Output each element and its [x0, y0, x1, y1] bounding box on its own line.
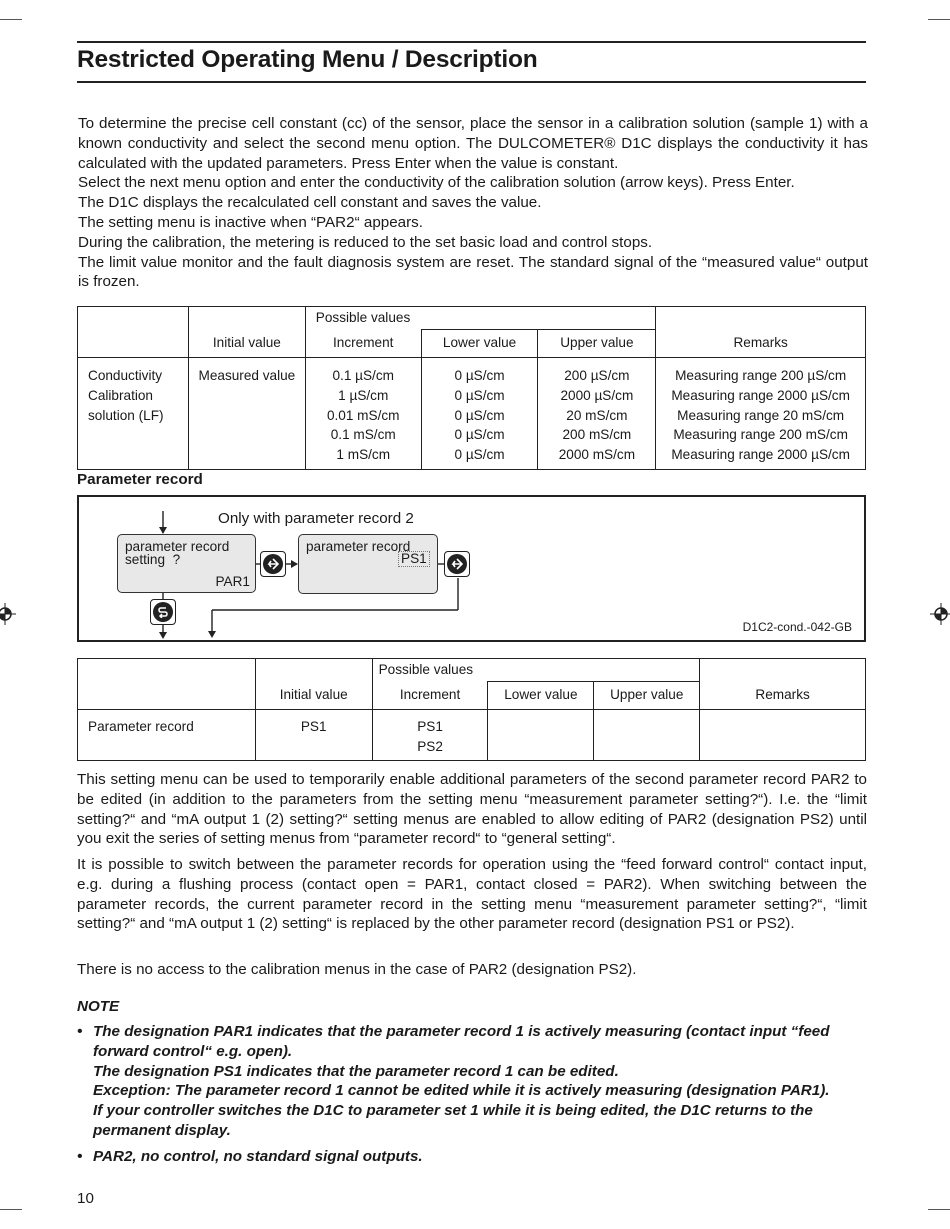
note-line: The designation PAR1 indicates that the parameter record 1 is actively measuring (contact input “feed forward control“ e.g. open).: [93, 1023, 830, 1060]
table-header-cell: Remarks: [656, 307, 866, 358]
title-rule: [77, 81, 866, 83]
table-header-cell: Possible values: [372, 659, 700, 682]
table-header-cell: Initial value: [255, 659, 372, 710]
table-cell-parameter: Parameter record: [78, 710, 256, 761]
table-cell-lower: [488, 710, 594, 761]
table-header-cell: Upper value: [594, 682, 700, 710]
page-number: 10: [77, 1190, 94, 1207]
registration-mark-icon: [930, 603, 950, 625]
enter-key-icon: [260, 551, 286, 577]
figure-code: D1C2-cond.-042-GB: [742, 620, 852, 634]
bullet: •: [77, 1147, 83, 1165]
table-header-cell: Initial value: [188, 307, 305, 358]
body-paragraph: There is no access to the calibration menus in the case of PAR2 (designation PS2).: [77, 961, 637, 978]
registration-mark-icon: [0, 603, 16, 625]
trim-mark: [0, 19, 22, 20]
diagram-caption: Only with parameter record 2: [218, 510, 414, 527]
table-cell-lower: 0 µS/cm 0 µS/cm 0 µS/cm 0 µS/cm 0 µS/cm: [421, 358, 538, 470]
page-title: Restricted Operating Menu / Description: [77, 46, 538, 73]
trim-mark: [0, 1209, 22, 1210]
display-screen-par1: [117, 534, 256, 593]
table-header-cell: Upper value: [538, 330, 656, 358]
table-header-cell: Increment: [372, 682, 488, 710]
table-header-blank: [78, 307, 189, 358]
intro-paragraph: The D1C displays the recalculated cell constant and saves the value.: [78, 194, 542, 212]
parameter-record-table: [77, 658, 866, 761]
intro-paragraph: During the calibration, the metering is reduced to the set basic load and control stops.: [78, 233, 653, 251]
table-header-cell: Increment: [305, 330, 421, 358]
table-cell-initial: PS1: [255, 710, 372, 761]
note-item: [77, 1147, 837, 1167]
intro-paragraph: To determine the precise cell constant (cc) of the sensor, place the sensor in a calibration solution (sample 1) with a known conductivity and select the second menu option. The DULCOMETER® D1C displays the conductivity it has calculated with the updated parameters. Press Enter when the value is constant.: [78, 115, 868, 172]
note-list: [77, 1022, 837, 1167]
bullet: •: [77, 1023, 83, 1040]
note-heading: NOTE: [77, 998, 120, 1015]
table-cell-remarks: [700, 710, 866, 761]
body-paragraph: This setting menu can be used to temporarily enable additional parameters of the second parameter record PAR2 to be edited (in addition to the parameters from the setting menu “measurement parameter setting?“). I.e. the “limit setting?“ and “mA output 1 (2) setting?“ setting menus are enabled to allow editing of PAR2 (designation PS2) until you exit the series of setting menus from “parameter record“ to “general setting“.: [77, 771, 867, 848]
screen-line: setting ?: [125, 552, 181, 567]
intro-paragraph: The limit value monitor and the fault diagnosis system are reset. The standard signal of the “measured value“ output is frozen.: [78, 253, 868, 291]
intro-paragraph: The setting menu is inactive when “PAR2“ appears.: [78, 213, 423, 231]
screen-tag: PAR1: [215, 574, 250, 589]
note-item: [77, 1022, 837, 1141]
enter-key-icon: [444, 551, 470, 577]
table-cell-remarks: Measuring range 200 µS/cm Measuring range 2000 µS/cm Measuring range 20 mS/cm Measuring range 200 mS/cm Measuring range 2000 µS/cm: [656, 358, 866, 470]
screen-line: parameter record: [125, 539, 230, 554]
intro-text: [78, 114, 868, 292]
parameter-record-diagram: [77, 495, 866, 642]
calibration-values-table: [77, 306, 866, 470]
note-line: PAR2, no control, no standard signal outputs.: [93, 1147, 423, 1165]
table-header-cell: Lower value: [421, 330, 538, 358]
section-heading: Parameter record: [77, 471, 203, 488]
cycle-key-icon: [150, 599, 176, 625]
table-header-cell: Remarks: [700, 659, 866, 710]
table-header-cell: Possible values: [305, 307, 655, 330]
trim-mark: [928, 19, 950, 20]
table-cell-upper: 200 µS/cm 2000 µS/cm 20 mS/cm 200 mS/cm 2000 mS/cm: [538, 358, 656, 470]
table-cell-increment: 0.1 µS/cm 1 µS/cm 0.01 mS/cm 0.1 mS/cm 1 mS/cm: [305, 358, 421, 470]
table-row: [78, 710, 866, 761]
table-cell-parameter: Conductivity Calibration solution (LF): [78, 358, 189, 470]
screen-line: parameter record: [306, 539, 411, 554]
table-cell-upper: [594, 710, 700, 761]
table-row: [78, 358, 866, 470]
table-header-cell: Lower value: [488, 682, 594, 710]
trim-mark: [928, 1209, 950, 1210]
note-line: Exception: The parameter record 1 cannot be edited while it is actively measuring (designation PAR1). If your controller switches the D1C to parameter set 1 while it is being edited, the D1C returns to the permanent display.: [93, 1082, 830, 1139]
body-paragraph: It is possible to switch between the parameter records for operation using the “feed forward control“ contact input, e.g. during a flushing process (contact open = PAR1, contact closed = PAR2). When switching between the parameter records, the current parameter record in the setting menu “measurement parameter setting?“, “limit setting?“ and “mA output 1 (2) setting“ is replaced by the other parameter record (designation PS1 or PS2).: [77, 856, 867, 933]
table-cell-initial: Measured value: [188, 358, 305, 470]
table-cell-increment: PS1 PS2: [372, 710, 488, 761]
intro-paragraph: Select the next menu option and enter the conductivity of the calibration solution (arrow keys). Press Enter.: [78, 174, 795, 192]
screen-value: PS1: [398, 551, 430, 567]
title-rule: [77, 41, 866, 43]
table-header-blank: [78, 659, 256, 710]
display-screen-ps1: [298, 534, 438, 594]
note-line: The designation PS1 indicates that the parameter record 1 can be edited.: [93, 1062, 619, 1080]
